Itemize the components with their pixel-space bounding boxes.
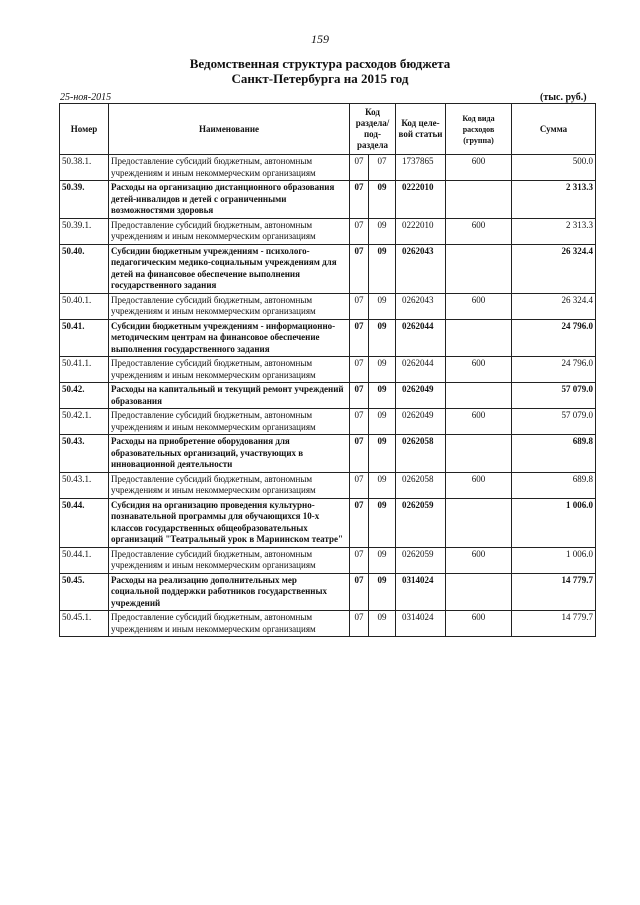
report-date: 25-ноя-2015 [60, 92, 112, 103]
row-sum: 24 796.0 [512, 357, 596, 383]
table-row [60, 319, 596, 357]
row-name: Предоставление субсидий бюджетным, автономным учреждениям и иным некоммерческим организациям [109, 472, 350, 498]
row-subsection: 07 [369, 155, 396, 181]
table-row [60, 409, 596, 435]
row-sum: 14 779.7 [512, 573, 596, 611]
row-sum: 24 796.0 [512, 319, 596, 357]
row-number: 50.41.1. [60, 357, 109, 383]
row-target: 0262059 [396, 498, 446, 547]
row-target: 0262044 [396, 319, 446, 357]
row-target: 0262044 [396, 357, 446, 383]
row-subsection: 09 [369, 244, 396, 293]
table-row [60, 383, 596, 409]
row-section: 07 [350, 383, 369, 409]
row-sum: 57 079.0 [512, 383, 596, 409]
row-number: 50.39. [60, 181, 109, 219]
row-expense-type: 600 [446, 611, 512, 637]
row-target: 0314024 [396, 573, 446, 611]
row-number: 50.42. [60, 383, 109, 409]
title-line-1: Ведомственная структура расходов бюджета [189, 56, 451, 71]
row-number: 50.45. [60, 573, 109, 611]
row-number: 50.41. [60, 319, 109, 357]
row-section: 07 [350, 547, 369, 573]
row-name: Расходы на реализацию дополнительных мер социальной поддержки работников государственных учреждений [109, 573, 350, 611]
row-subsection: 09 [369, 357, 396, 383]
row-sum: 26 324.4 [512, 293, 596, 319]
row-target: 0262059 [396, 547, 446, 573]
row-sum: 2 313.3 [512, 181, 596, 219]
document-title [0, 56, 640, 86]
header-section: Код раздела/ под-раздела [350, 104, 396, 155]
row-name: Предоставление субсидий бюджетным, автономным учреждениям и иным некоммерческим организациям [109, 409, 350, 435]
row-target: 1737865 [396, 155, 446, 181]
row-sum: 689.8 [512, 472, 596, 498]
units-label: (тыс. руб.) [540, 92, 587, 103]
row-number: 50.43.1. [60, 472, 109, 498]
row-section: 07 [350, 435, 369, 473]
row-number: 50.38.1. [60, 155, 109, 181]
row-section: 07 [350, 357, 369, 383]
row-subsection: 09 [369, 293, 396, 319]
row-section: 07 [350, 573, 369, 611]
row-sum: 2 313.3 [512, 218, 596, 244]
row-sum: 1 006.0 [512, 498, 596, 547]
row-number: 50.43. [60, 435, 109, 473]
row-target: 0262043 [396, 244, 446, 293]
row-target: 0262049 [396, 409, 446, 435]
row-name: Субсидия на организацию проведения культурно-познавательной программы для обучающихся 10-х классов государственных общеобразовательных организаций "Театральный урок в Мариинском театре" [109, 498, 350, 547]
row-subsection: 09 [369, 472, 396, 498]
row-expense-type: 600 [446, 472, 512, 498]
row-name: Предоставление субсидий бюджетным, автономным учреждениям и иным некоммерческим организациям [109, 293, 350, 319]
row-name: Предоставление субсидий бюджетным, автономным учреждениям и иным некоммерческим организациям [109, 611, 350, 637]
row-target: 0262058 [396, 435, 446, 473]
row-section: 07 [350, 472, 369, 498]
row-subsection: 09 [369, 181, 396, 219]
row-section: 07 [350, 181, 369, 219]
row-section: 07 [350, 611, 369, 637]
table-row [60, 611, 596, 637]
row-name: Субсидии бюджетным учреждениям - информационно-методическим центрам на финансовое обеспечение выполнения государственного задания [109, 319, 350, 357]
row-expense-type: 600 [446, 293, 512, 319]
row-subsection: 09 [369, 319, 396, 357]
row-name: Предоставление субсидий бюджетным, автономным учреждениям и иным некоммерческим организациям [109, 218, 350, 244]
row-subsection: 09 [369, 547, 396, 573]
row-name: Расходы на приобретение оборудования для образовательных организаций, участвующих в инновационной деятельности [109, 435, 350, 473]
row-target: 0262043 [396, 293, 446, 319]
row-name: Расходы на капитальный и текущий ремонт учреждений образования [109, 383, 350, 409]
row-name: Предоставление субсидий бюджетным, автономным учреждениям и иным некоммерческим организациям [109, 547, 350, 573]
header-expense-type: Код вида расходов (группа) [446, 104, 512, 155]
row-expense-type [446, 319, 512, 357]
table-row [60, 435, 596, 473]
budget-table [59, 103, 596, 637]
row-expense-type: 600 [446, 155, 512, 181]
row-sum: 14 779.7 [512, 611, 596, 637]
table-row [60, 547, 596, 573]
row-subsection: 09 [369, 498, 396, 547]
row-expense-type [446, 498, 512, 547]
row-expense-type: 600 [446, 357, 512, 383]
row-target: 0314024 [396, 611, 446, 637]
row-section: 07 [350, 293, 369, 319]
row-section: 07 [350, 319, 369, 357]
row-section: 07 [350, 218, 369, 244]
header-number: Номер [60, 104, 109, 155]
row-number: 50.44. [60, 498, 109, 547]
row-number: 50.42.1. [60, 409, 109, 435]
page-number: 159 [311, 32, 329, 46]
row-number: 50.45.1. [60, 611, 109, 637]
row-sum: 26 324.4 [512, 244, 596, 293]
row-expense-type [446, 383, 512, 409]
table-row [60, 293, 596, 319]
row-sum: 1 006.0 [512, 547, 596, 573]
row-section: 07 [350, 244, 369, 293]
table-row [60, 573, 596, 611]
row-number: 50.39.1. [60, 218, 109, 244]
row-sum: 500.0 [512, 155, 596, 181]
header-sum: Сумма [512, 104, 596, 155]
row-subsection: 09 [369, 383, 396, 409]
row-expense-type [446, 573, 512, 611]
row-expense-type: 600 [446, 409, 512, 435]
row-name: Предоставление субсидий бюджетным, автономным учреждениям и иным некоммерческим организациям [109, 357, 350, 383]
row-expense-type: 600 [446, 547, 512, 573]
table-body [60, 155, 596, 637]
row-name: Расходы на организацию дистанционного образования детей-инвалидов и детей с ограниченными возможностями здоровья [109, 181, 350, 219]
row-name: Предоставление субсидий бюджетным, автономным учреждениям и иным некоммерческим организациям [109, 155, 350, 181]
row-subsection: 09 [369, 611, 396, 637]
table-row [60, 155, 596, 181]
row-name: Субсидии бюджетным учреждениям - психолого-педагогическим медико-социальным учреждениям для детей на финансовое обеспечение выполнения государственного задания [109, 244, 350, 293]
row-number: 50.40. [60, 244, 109, 293]
row-sum: 57 079.0 [512, 409, 596, 435]
row-section: 07 [350, 498, 369, 547]
row-expense-type [446, 244, 512, 293]
row-subsection: 09 [369, 435, 396, 473]
row-section: 07 [350, 409, 369, 435]
row-expense-type [446, 181, 512, 219]
row-expense-type: 600 [446, 218, 512, 244]
row-sum: 689.8 [512, 435, 596, 473]
header-name: Наименование [109, 104, 350, 155]
table-row [60, 498, 596, 547]
table-row [60, 472, 596, 498]
row-number: 50.44.1. [60, 547, 109, 573]
row-target: 0222010 [396, 218, 446, 244]
table-row [60, 357, 596, 383]
row-expense-type [446, 435, 512, 473]
row-section: 07 [350, 155, 369, 181]
table-row [60, 218, 596, 244]
row-subsection: 09 [369, 409, 396, 435]
title-line-2: Санкт-Петербурга на 2015 год [231, 71, 409, 86]
row-target: 0222010 [396, 181, 446, 219]
table-row [60, 244, 596, 293]
row-target: 0262058 [396, 472, 446, 498]
header-target: Код целе-вой статьи [396, 104, 446, 155]
row-subsection: 09 [369, 573, 396, 611]
row-target: 0262049 [396, 383, 446, 409]
row-number: 50.40.1. [60, 293, 109, 319]
table-row [60, 181, 596, 219]
row-subsection: 09 [369, 218, 396, 244]
